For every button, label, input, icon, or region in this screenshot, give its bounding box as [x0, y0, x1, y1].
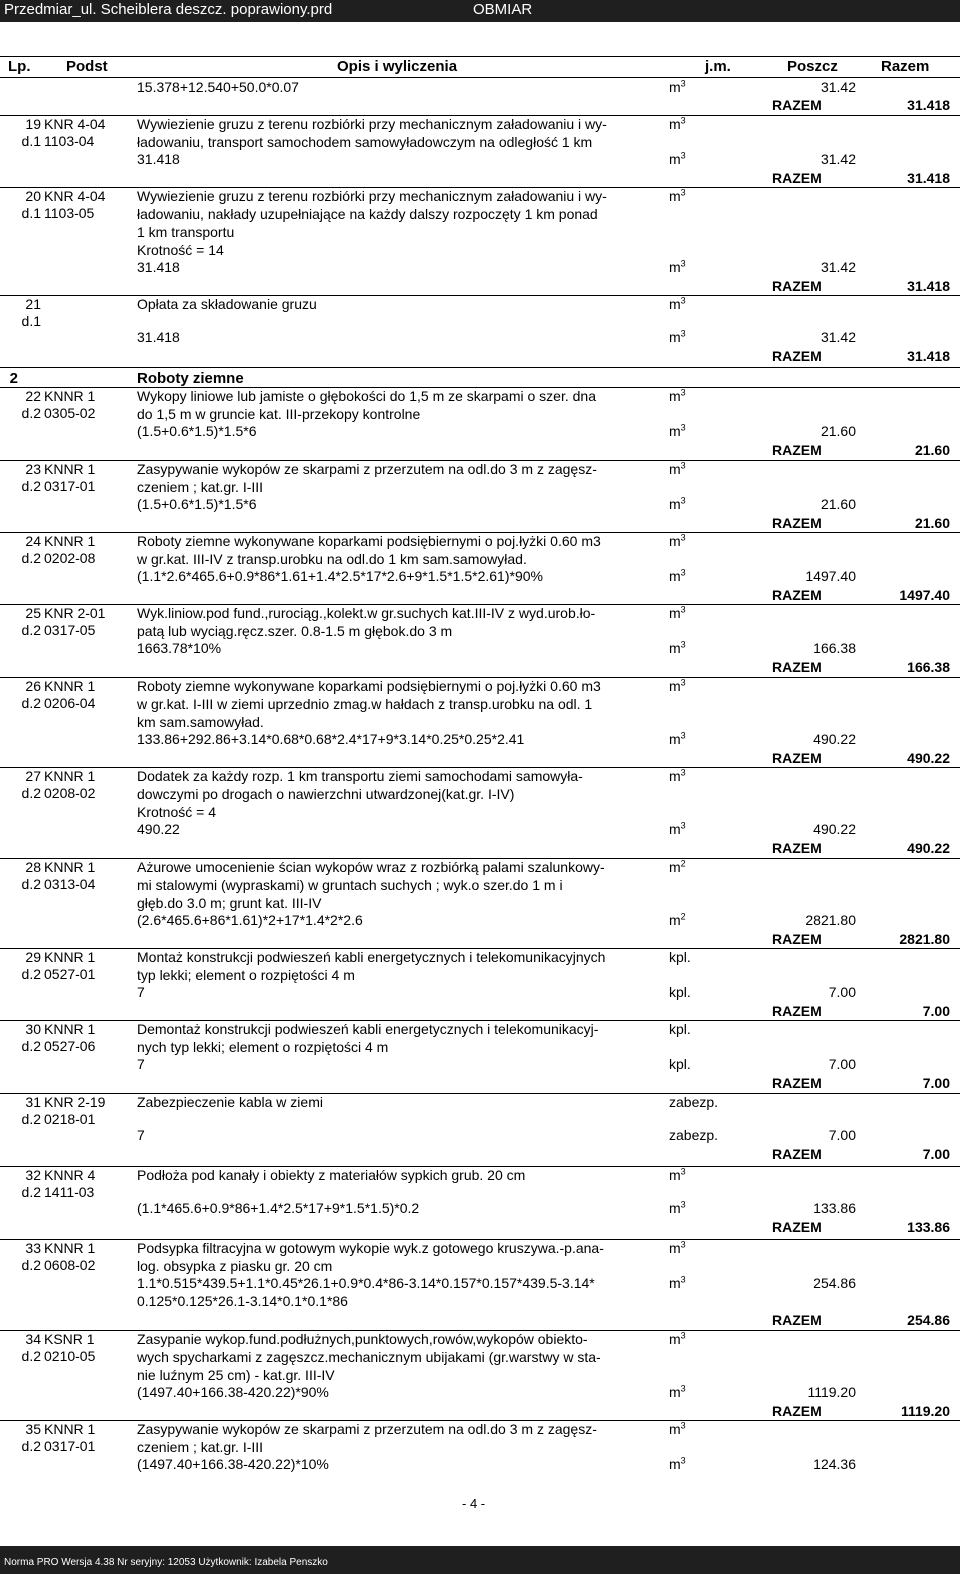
carry-unit: $m^3$ [669, 78, 686, 95]
item-calc-unit: zabezp. [669, 1127, 719, 1143]
item-unit: $m^3$ [669, 187, 686, 204]
header-poszcz: Poszcz [787, 58, 838, 75]
item-lp: 30 d.2 [21, 1021, 41, 1054]
item-lp: 21 d.1 [21, 296, 41, 329]
item-calc: 7 [137, 1056, 145, 1072]
item-description: Zasypywanie wykopów ze skarpami z przerzutem na odl.do 3 m z zagęsz- czeniem ; kat.gr. I-III [137, 461, 597, 495]
item-podst: KNR 2-19 0218-01 [44, 1094, 106, 1127]
item-calc-unit: $m^3$ [669, 150, 686, 167]
item-value: 254.86 [813, 1275, 856, 1291]
item-unit: $m^3$ [669, 460, 686, 477]
item-calc: (1497.40+166.38-420.22)*10% [137, 1456, 329, 1472]
item-razem-label: RAZEM [772, 348, 822, 364]
item-razem-value: 254.86 [907, 1312, 950, 1328]
item-podst: KNR 4-04 1103-04 [44, 116, 106, 149]
section-title: Roboty ziemne [137, 370, 244, 387]
item-unit: kpl. [669, 949, 691, 965]
item-calc: 490.22 [137, 821, 180, 837]
item-unit: $m^2$ [669, 858, 686, 875]
section-number: 2 [9, 370, 18, 387]
item-razem-value: 31.418 [907, 278, 950, 294]
item-calc-unit: $m^3$ [669, 639, 686, 656]
item-razem-label: RAZEM [772, 1403, 822, 1419]
item-description: Montaż konstrukcji podwieszeń kabli energetycznych i telekomunikacyjnych typ lekki; element o rozpiętości 4 m [137, 949, 606, 983]
item-description: Podłoża pod kanały i obiekty z materiałów sypkich grub. 20 cm [137, 1167, 526, 1183]
item-calc-unit: $m^3$ [669, 258, 686, 275]
item-value: 31.42 [820, 329, 856, 345]
item-podst: KNNR 1 0202-08 [44, 533, 96, 566]
item-description: Opłata za składowanie gruzu [137, 296, 317, 312]
item-razem-label: RAZEM [772, 931, 822, 947]
row-separator [0, 367, 960, 368]
item-description: Wywiezienie gruzu z terenu rozbiórki przy mechanicznym załadowaniu i wy- ładowaniu, nakłady uzupełniające na każdy dalszy rozpoczęty 1 km ponad 1 km transportu Krotność = 14 [137, 188, 607, 258]
item-calc: (1497.40+166.38-420.22)*90% [137, 1384, 329, 1400]
item-description: Roboty ziemne wykonywane koparkami podsiębiernymi o poj.łyżki 0.60 m3 w gr.kat. I-III w ziemi uprzednio zmag.w hałdach z transp.urobku na odl. 1 km sam.samowyład. [137, 678, 601, 730]
item-lp: 26 d.2 [21, 678, 41, 711]
item-podst: KNNR 1 0208-02 [44, 768, 96, 801]
item-calc-unit: $m^3$ [669, 730, 686, 747]
item-value: 1119.20 [807, 1384, 856, 1400]
item-calc-unit: $m^2$ [669, 911, 686, 928]
item-razem-label: RAZEM [772, 659, 822, 675]
item-razem-value: 21.60 [914, 442, 950, 458]
item-unit: $m^3$ [669, 295, 686, 312]
item-calc: (1.1*465.6+0.9*86+1.4*2.5*17+9*1.5*1.5)*0.2 [137, 1200, 420, 1216]
item-description: Wyk.liniow.pod fund.,rurociąg.,kolekt.w gr.suchych kat.III-IV z wyd.urob.ło- patą lub wyciąg.ręcz.szer. 0.8-1.5 m głębok.do 3 m [137, 605, 596, 639]
item-description: Roboty ziemne wykonywane koparkami podsiębiernymi o poj.łyżki 0.60 m3 w gr.kat. III-IV z transp.urobku na odl.do 1 km sam.samowyład. [137, 533, 601, 567]
item-podst: KNNR 1 0317-01 [44, 461, 96, 494]
header-jm: j.m. [705, 58, 731, 75]
item-lp: 23 d.2 [21, 461, 41, 494]
item-podst: KSNR 1 0210-05 [44, 1331, 96, 1364]
item-razem-label: RAZEM [772, 1075, 822, 1091]
item-razem-value: 31.418 [907, 170, 950, 186]
item-description: Dodatek za każdy rozp. 1 km transportu ziemi samochodami samowyła- dowczymi po drogach o nawierzchni utwardzonej(kat.gr. I-IV) Krotność = 4 [137, 768, 583, 820]
item-lp: 24 d.2 [21, 533, 41, 566]
header-razem: Razem [881, 58, 930, 75]
table-header [0, 56, 960, 78]
item-calc: (1.5+0.6*1.5)*1.5*6 [137, 496, 257, 512]
item-calc-unit: $m^3$ [669, 1199, 686, 1216]
item-podst: KNNR 1 0206-04 [44, 678, 96, 711]
item-value: 31.42 [820, 259, 856, 275]
item-podst: KNNR 1 0313-04 [44, 859, 96, 892]
item-podst: KNR 2-01 0317-05 [44, 605, 106, 638]
item-calc-unit: kpl. [669, 984, 691, 1000]
section-row [0, 367, 960, 387]
item-value: 166.38 [813, 640, 856, 656]
item-description: Podsypka filtracyjna w gotowym wykopie wyk.z gotowego kruszywa.-p.ana- log. obsypka z piasku gr. 20 cm [137, 1240, 604, 1274]
item-unit: kpl. [669, 1021, 691, 1037]
carry-value: 31.42 [820, 79, 856, 95]
item-value: 2821.80 [805, 912, 856, 928]
item-value: 7.00 [828, 1056, 856, 1072]
item-razem-value: 1497.40 [899, 587, 950, 603]
item-calc-unit: $m^3$ [669, 1455, 686, 1472]
item-unit: $m^3$ [669, 532, 686, 549]
item-calc-unit: $m^3$ [669, 820, 686, 837]
item-razem-label: RAZEM [772, 1219, 822, 1235]
item-calc-unit: $m^3$ [669, 1383, 686, 1400]
item-value: 490.22 [813, 731, 856, 747]
item-calc: 7 [137, 1127, 145, 1143]
item-calc: 133.86+292.86+3.14*0.68*0.68*2.4*17+9*3.14*0.25*0.25*2.41 [137, 731, 525, 747]
item-calc: 7 [137, 984, 145, 1000]
item-podst: KNNR 1 0305-02 [44, 388, 96, 421]
item-lp: 29 d.2 [21, 949, 41, 982]
carry-calc: 15.378+12.540+50.0*0.07 [137, 79, 299, 95]
item-lp: 31 d.2 [21, 1094, 41, 1127]
item-calc-unit: $m^3$ [669, 328, 686, 345]
item-lp: 22 d.2 [21, 388, 41, 421]
item-calc: (1.5+0.6*1.5)*1.5*6 [137, 423, 257, 439]
item-calc-unit: $m^3$ [669, 1274, 686, 1291]
item-lp: 20 d.1 [21, 188, 41, 221]
item-unit: $m^3$ [669, 115, 686, 132]
item-razem-label: RAZEM [772, 515, 822, 531]
item-razem-label: RAZEM [772, 442, 822, 458]
item-calc: 0.125*0.125*26.1-3.14*0.1*0.1*86 [137, 1293, 348, 1309]
item-razem-label: RAZEM [772, 278, 822, 294]
item-razem-label: RAZEM [772, 1146, 822, 1162]
item-unit: $m^3$ [669, 1166, 686, 1183]
item-description: Wykopy liniowe lub jamiste o głębokości do 1,5 m ze skarpami o szer. dna do 1,5 m w gruncie kat. III-przekopy kontrolne [137, 388, 596, 422]
item-lp: 33 d.2 [21, 1240, 41, 1273]
item-razem-label: RAZEM [772, 587, 822, 603]
item-description: Zasypanie wykop.fund.podłużnych,punktowych,rowów,wykopów obiekto- wych spycharkami z zagęszcz.mechanicznym ubijakami (gr.warstwy w sta- nie luźnym 25 cm) - kat.gr. III-IV [137, 1331, 601, 1383]
item-razem-value: 133.86 [907, 1219, 950, 1235]
item-calc: 31.418 [137, 259, 180, 275]
item-razem-value: 31.418 [907, 348, 950, 364]
item-value: 7.00 [828, 1127, 856, 1143]
item-calc: (2.6*465.6+86*1.61)*2+17*1.4*2*2.6 [137, 912, 363, 928]
item-calc: 1.1*0.515*439.5+1.1*0.45*26.1+0.9*0.4*86-3.14*0.157*0.157*439.5-3.14* [137, 1275, 595, 1291]
item-razem-label: RAZEM [772, 1312, 822, 1328]
item-razem-label: RAZEM [772, 750, 822, 766]
item-description: Ażurowe umocenienie ścian wykopów wraz z rozbiórką palami szalunkowy- mi stalowymi (wypraskami) w gruntach suchych ; wyk.o szer.do 1 m i głęb.do 3.0 m; grunt kat. III-IV [137, 859, 605, 911]
item-razem-value: 1119.20 [900, 1403, 950, 1419]
item-razem-label: RAZEM [772, 170, 822, 186]
carry-razem-value: 31.418 [907, 97, 950, 113]
item-unit: zabezp. [669, 1094, 719, 1110]
item-unit: $m^3$ [669, 604, 686, 621]
footer-bar [0, 1546, 960, 1574]
item-razem-value: 7.00 [922, 1003, 950, 1019]
sheet-name: OBMIAR [473, 1, 533, 18]
item-razem-value: 21.60 [914, 515, 950, 531]
item-value: 21.60 [820, 423, 856, 439]
item-razem-value: 490.22 [907, 840, 950, 856]
item-value: 1497.40 [805, 568, 856, 584]
header-lp: Lp. [8, 58, 31, 75]
item-razem-label: RAZEM [772, 1003, 822, 1019]
item-calc: (1.1*2.6*465.6+0.9*86*1.61+1.4*2.5*17*2.6+9*1.5*1.5*2.61)*90% [137, 568, 543, 584]
item-calc-unit: $m^3$ [669, 495, 686, 512]
item-unit: $m^3$ [669, 677, 686, 694]
item-podst: KNNR 4 1411-03 [44, 1167, 96, 1200]
item-unit: $m^3$ [669, 1420, 686, 1437]
item-razem-label: RAZEM [772, 840, 822, 856]
item-lp: 28 d.2 [21, 859, 41, 892]
item-value: 133.86 [813, 1200, 856, 1216]
item-lp: 35 d.2 [21, 1421, 41, 1454]
item-razem-value: 490.22 [907, 750, 950, 766]
item-calc-unit: $m^3$ [669, 422, 686, 439]
item-description: Demontaż konstrukcji podwieszeń kabli energetycznych i telekomunikacyj- nych typ lekki; element o rozpiętości 4 m [137, 1021, 599, 1055]
item-podst: KNR 4-04 1103-05 [44, 188, 106, 221]
item-calc-unit: kpl. [669, 1056, 691, 1072]
item-unit: $m^3$ [669, 387, 686, 404]
item-lp: 27 d.2 [21, 768, 41, 801]
item-calc: 1663.78*10% [137, 640, 222, 656]
page-number: - 4 - [462, 1496, 486, 1511]
item-description: Zabezpieczenie kabla w ziemi [137, 1094, 323, 1110]
item-value: 7.00 [828, 984, 856, 1000]
item-razem-value: 166.38 [907, 659, 950, 675]
item-lp: 32 d.2 [21, 1167, 41, 1200]
item-podst: KNNR 1 0608-02 [44, 1240, 96, 1273]
item-razem-value: 2821.80 [899, 931, 950, 947]
item-lp: 34 d.2 [21, 1331, 41, 1364]
item-value: 31.42 [820, 151, 856, 167]
item-unit: $m^3$ [669, 1330, 686, 1347]
item-razem-value: 7.00 [922, 1075, 950, 1091]
item-podst: KNNR 1 0527-01 [44, 949, 96, 982]
file-name: Przedmiar_ul. Scheiblera deszcz. poprawiony.prd [4, 1, 333, 18]
item-lp: 25 d.2 [21, 605, 41, 638]
title-bar [0, 0, 960, 22]
item-calc: 31.418 [137, 151, 180, 167]
footer-text: Norma PRO Wersja 4.38 Nr seryjny: 12053 Użytkownik: Izabela Penszko [4, 1557, 328, 1568]
header-podst: Podst [66, 58, 108, 75]
item-podst: KNNR 1 0317-01 [44, 1421, 96, 1454]
item-value: 490.22 [813, 821, 856, 837]
item-unit: $m^3$ [669, 767, 686, 784]
item-unit: $m^3$ [669, 1239, 686, 1256]
item-calc: 31.418 [137, 329, 180, 345]
item-value: 124.36 [813, 1456, 856, 1472]
item-lp: 19 d.1 [21, 116, 41, 149]
item-description: Wywiezienie gruzu z terenu rozbiórki przy mechanicznym załadowaniu i wy- ładowaniu, transport samochodem samowyładowczym na odległość 1 km [137, 116, 607, 150]
item-calc-unit: $m^3$ [669, 567, 686, 584]
header-opis: Opis i wyliczenia [337, 58, 458, 75]
item-description: Zasypywanie wykopów ze skarpami z przerzutem na odl.do 3 m z zagęsz- czeniem ; kat.gr. I-III [137, 1421, 597, 1455]
carry-razem-label: RAZEM [772, 97, 822, 113]
item-value: 21.60 [820, 496, 856, 512]
item-razem-value: 7.00 [922, 1146, 950, 1162]
item-podst: KNNR 1 0527-06 [44, 1021, 96, 1054]
